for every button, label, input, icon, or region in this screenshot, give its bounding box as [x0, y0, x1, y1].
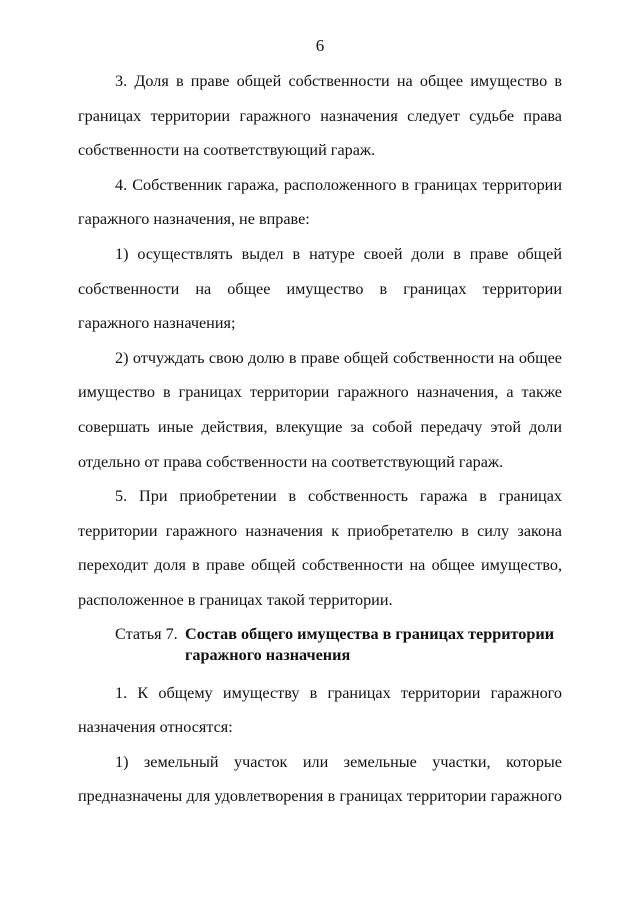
article-title — [185, 624, 562, 666]
page-number: 6 — [315, 36, 325, 55]
paragraph-3-share-follows-garage: 3. Доля в праве общей собственности на общее имущество в границах территории гаражного назначения следует судьбе права собственности на соответствующий гараж. — [78, 72, 562, 160]
article-7-item-1: 1) земельный участок или земельные участки, которые предназначены для удовлетворения в границах территории гаражного — [78, 752, 562, 806]
paragraph-5-acquisition: 5. При приобретении в собственность гаража в границах территории гаражного назначения к приобретателю в силу закона переходит доля в праве общей собственности на общее имущество, расположенное в границах такой территории. — [78, 487, 562, 609]
article-title-line-2: гаражного назначения — [185, 645, 351, 664]
article-label: Статья 7. — [115, 624, 178, 643]
article-title-line-1: Состав общего имущества в границах территории — [185, 624, 555, 643]
article-7-paragraph-1: 1. К общему имуществу в границах территории гаражного назначения относятся: — [78, 683, 562, 737]
document-body — [78, 64, 562, 848]
paragraph-4-owner-restrictions: 4. Собственник гаража, расположенного в границах территории гаражного назначения, не вправе: — [78, 175, 562, 229]
article-heading — [78, 624, 562, 666]
paragraph-4-item-1: 1) осуществлять выдел в натуре своей доли в праве общей собственности на общее имущество в границах территории гаражного назначения; — [78, 244, 562, 333]
paragraph-4-item-2: 2) отчуждать свою долю в праве общей собственности на общее имущество в границах территории гаражного назначения, а также совершать иные действия, влекущие за собой передачу этой доли отдельно от права собственности на соответствующий гараж. — [78, 348, 562, 471]
